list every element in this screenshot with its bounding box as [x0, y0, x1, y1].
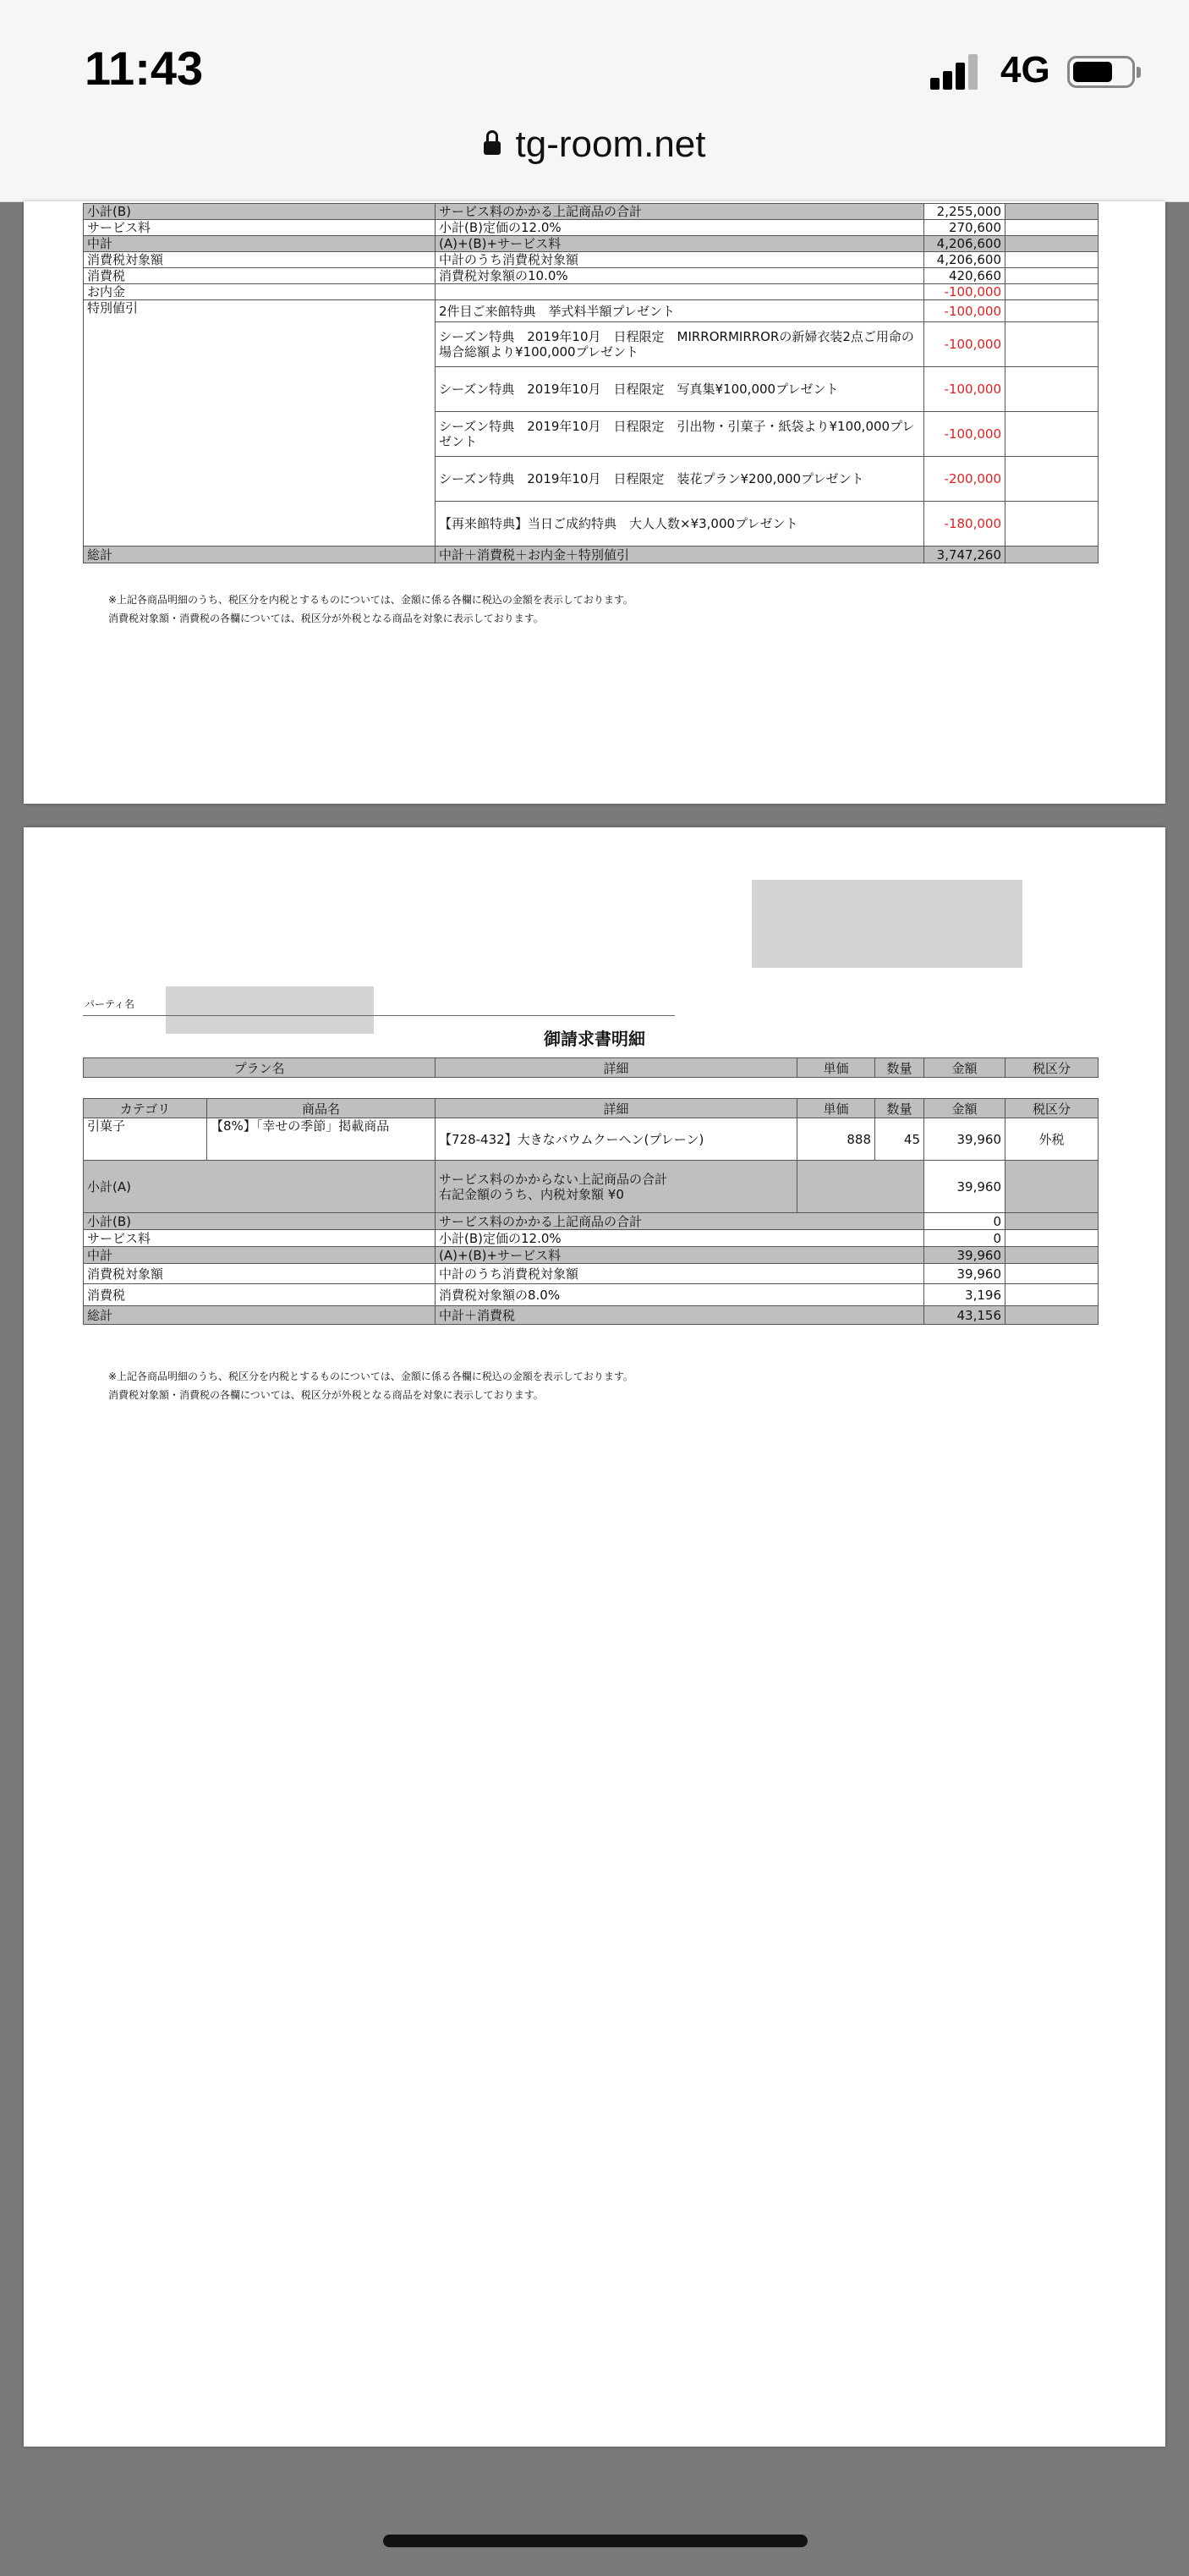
- row-label: 小計(B): [84, 1213, 436, 1230]
- discount-amount: -100,000: [924, 367, 1005, 412]
- row-tax: [1005, 284, 1099, 300]
- row-label: 中計: [84, 1247, 436, 1264]
- row-amount: 270,600: [924, 220, 1005, 236]
- row-label: 小計(B): [84, 204, 436, 220]
- row-desc: サービス料のかかる上記商品の合計: [436, 204, 924, 220]
- row-amount: 0: [924, 1230, 1005, 1247]
- item-tax: 外税: [1005, 1118, 1099, 1161]
- item-amount: 39,960: [924, 1118, 1005, 1161]
- subtotal-a-amount: 39,960: [924, 1161, 1005, 1213]
- row-amount: 39,960: [924, 1247, 1005, 1264]
- row-desc: サービス料のかかる上記商品の合計: [436, 1213, 924, 1230]
- item-product: 【8%】「幸せの季節」掲載商品: [207, 1118, 436, 1161]
- discount-desc: シーズン特典 2019年10月 日程限定 写真集¥100,000プレゼント: [436, 367, 924, 412]
- item-unit-price: 888: [797, 1118, 875, 1161]
- page-title: 御請求書明細: [544, 1029, 645, 1049]
- total-row: [84, 1306, 1099, 1325]
- battery-icon: [1067, 56, 1135, 88]
- lock-icon: [484, 141, 501, 155]
- table-row: [84, 1213, 1099, 1230]
- col-detail: 詳細: [436, 1099, 797, 1118]
- table-row: [84, 236, 1099, 252]
- table-row: [84, 1284, 1099, 1306]
- footnotes: [108, 1367, 633, 1404]
- discount-label: 特別値引: [84, 300, 436, 547]
- discount-desc: 【再来館特典】当日ご成約特典 大人人数×¥3,000プレゼント: [436, 502, 924, 547]
- row-label: サービス料: [84, 1230, 436, 1247]
- row-tax: [1005, 268, 1099, 284]
- col-detail: 詳細: [436, 1058, 797, 1078]
- row-amount: 0: [924, 1213, 1005, 1230]
- row-desc: 小計(B)定価の12.0%: [436, 220, 924, 236]
- row-desc: (A)+(B)+サービス料: [436, 1247, 924, 1264]
- cellular-signal-icon: [930, 52, 981, 90]
- total-row: [84, 547, 1099, 563]
- table-row: [84, 1230, 1099, 1247]
- footnote: ※上記各商品明細のうち、税区分を内税とするものについては、金額に係る各欄に税込の金額を表示しております。: [108, 1370, 633, 1382]
- footnotes: [108, 590, 633, 628]
- row-amount: 2,255,000: [924, 204, 1005, 220]
- discount-amount: -100,000: [924, 322, 1005, 367]
- row-desc: 中計のうち消費税対象額: [436, 1264, 924, 1284]
- discount-amount: -100,000: [924, 300, 1005, 322]
- col-category: カテゴリ: [84, 1099, 207, 1118]
- row-desc: 消費税対象額の10.0%: [436, 268, 924, 284]
- col-qty: 数量: [875, 1058, 924, 1078]
- invoice-page-1: [24, 201, 1165, 804]
- discount-desc: シーズン特典 2019年10月 日程限定 装花プラン¥200,000プレゼント: [436, 457, 924, 502]
- total-label: 総計: [84, 1306, 436, 1325]
- footnote: ※上記各商品明細のうち、税区分を内税とするものについては、金額に係る各欄に税込の金額を表示しております。: [108, 594, 633, 606]
- row-amount: 4,206,600: [924, 252, 1005, 268]
- discount-amount: -200,000: [924, 457, 1005, 502]
- row-label: お内金: [84, 284, 436, 300]
- col-unit: 単価: [797, 1058, 875, 1078]
- redacted-block: [752, 880, 1022, 968]
- row-desc: 小計(B)定価の12.0%: [436, 1230, 924, 1247]
- row-desc: 消費税対象額の8.0%: [436, 1284, 924, 1306]
- footnote: 消費税対象額・消費税の各欄については、税区分が外税となる商品を対象に表示しております。: [108, 1389, 544, 1401]
- table-row: [84, 252, 1099, 268]
- table-row: [84, 204, 1099, 220]
- row-amount: 4,206,600: [924, 236, 1005, 252]
- url-text: tg-room.net: [515, 124, 706, 165]
- discount-amount: -180,000: [924, 502, 1005, 547]
- subtotal-a-row: [84, 1161, 1099, 1213]
- footnote: 消費税対象額・消費税の各欄については、税区分が外税となる商品を対象に表示しております。: [108, 612, 544, 624]
- row-amount: 39,960: [924, 1264, 1005, 1284]
- row-tax: [1005, 204, 1099, 220]
- item-row: [84, 1118, 1099, 1161]
- row-amount: 420,660: [924, 268, 1005, 284]
- row-label: 消費税対象額: [84, 1264, 436, 1284]
- row-tax: [1005, 252, 1099, 268]
- table-row: [84, 1247, 1099, 1264]
- col-product: 商品名: [207, 1099, 436, 1118]
- browser-chrome: [0, 0, 1189, 202]
- col-unit: 単価: [797, 1099, 875, 1118]
- row-tax: [1005, 220, 1099, 236]
- invoice-page-2: [24, 827, 1165, 2447]
- item-category: 引菓子: [84, 1118, 207, 1161]
- plan-table: [83, 1057, 1099, 1078]
- row-tax: [1005, 236, 1099, 252]
- summary-table: [83, 203, 1099, 563]
- discount-desc: 2件目ご来館特典 挙式料半額プレゼント: [436, 300, 924, 322]
- status-time: 11:43: [85, 41, 204, 95]
- table-row: [84, 1264, 1099, 1284]
- total-label: 総計: [84, 547, 436, 563]
- row-label: 消費税対象額: [84, 252, 436, 268]
- row-desc: [436, 284, 924, 300]
- item-detail: 【728-432】大きなバウムクーヘン(プレーン): [436, 1118, 797, 1161]
- total-amount: 43,156: [924, 1306, 1005, 1325]
- row-desc: (A)+(B)+サービス料: [436, 236, 924, 252]
- col-qty: 数量: [875, 1099, 924, 1118]
- discount-desc: シーズン特典 2019年10月 日程限定 引出物・引菓子・紙袋より¥100,000プレゼント: [436, 412, 924, 457]
- row-label: サービス料: [84, 220, 436, 236]
- row-amount: -100,000: [924, 284, 1005, 300]
- col-amount: 金額: [924, 1099, 1005, 1118]
- col-tax: 税区分: [1005, 1099, 1099, 1118]
- row-label: 中計: [84, 236, 436, 252]
- row-label: 消費税: [84, 268, 436, 284]
- row-label: 消費税: [84, 1284, 436, 1306]
- discount-desc: シーズン特典 2019年10月 日程限定 MIRRORMIRRORの新婦衣装2点ご用命の場合総額より¥100,000プレゼント: [436, 322, 924, 367]
- col-tax: 税区分: [1005, 1058, 1099, 1078]
- item-qty: 45: [875, 1118, 924, 1161]
- col-plan: プラン名: [84, 1058, 436, 1078]
- table-row: [84, 268, 1099, 284]
- items-table: [83, 1098, 1099, 1325]
- total-desc: 中計＋消費税: [436, 1306, 924, 1325]
- subtotal-a-desc: サービス料のかからない上記商品の合計 右記金額のうち、内税対象額 ¥0: [436, 1161, 797, 1213]
- table-row: [84, 284, 1099, 300]
- party-name-label: パーティ名: [85, 998, 135, 1010]
- address-bar[interactable]: [0, 124, 1189, 166]
- row-amount: 3,196: [924, 1284, 1005, 1306]
- discount-row: [84, 300, 1099, 322]
- discount-amount: -100,000: [924, 412, 1005, 457]
- network-type: 4G: [1000, 49, 1050, 91]
- col-amount: 金額: [924, 1058, 1005, 1078]
- subtotal-a-label: 小計(A): [84, 1161, 436, 1213]
- total-amount: 3,747,260: [924, 547, 1005, 563]
- home-indicator[interactable]: [383, 2535, 808, 2547]
- table-row: [84, 220, 1099, 236]
- divider: [83, 1015, 675, 1016]
- row-desc: 中計のうち消費税対象額: [436, 252, 924, 268]
- total-desc: 中計＋消費税＋お内金＋特別値引: [436, 547, 924, 563]
